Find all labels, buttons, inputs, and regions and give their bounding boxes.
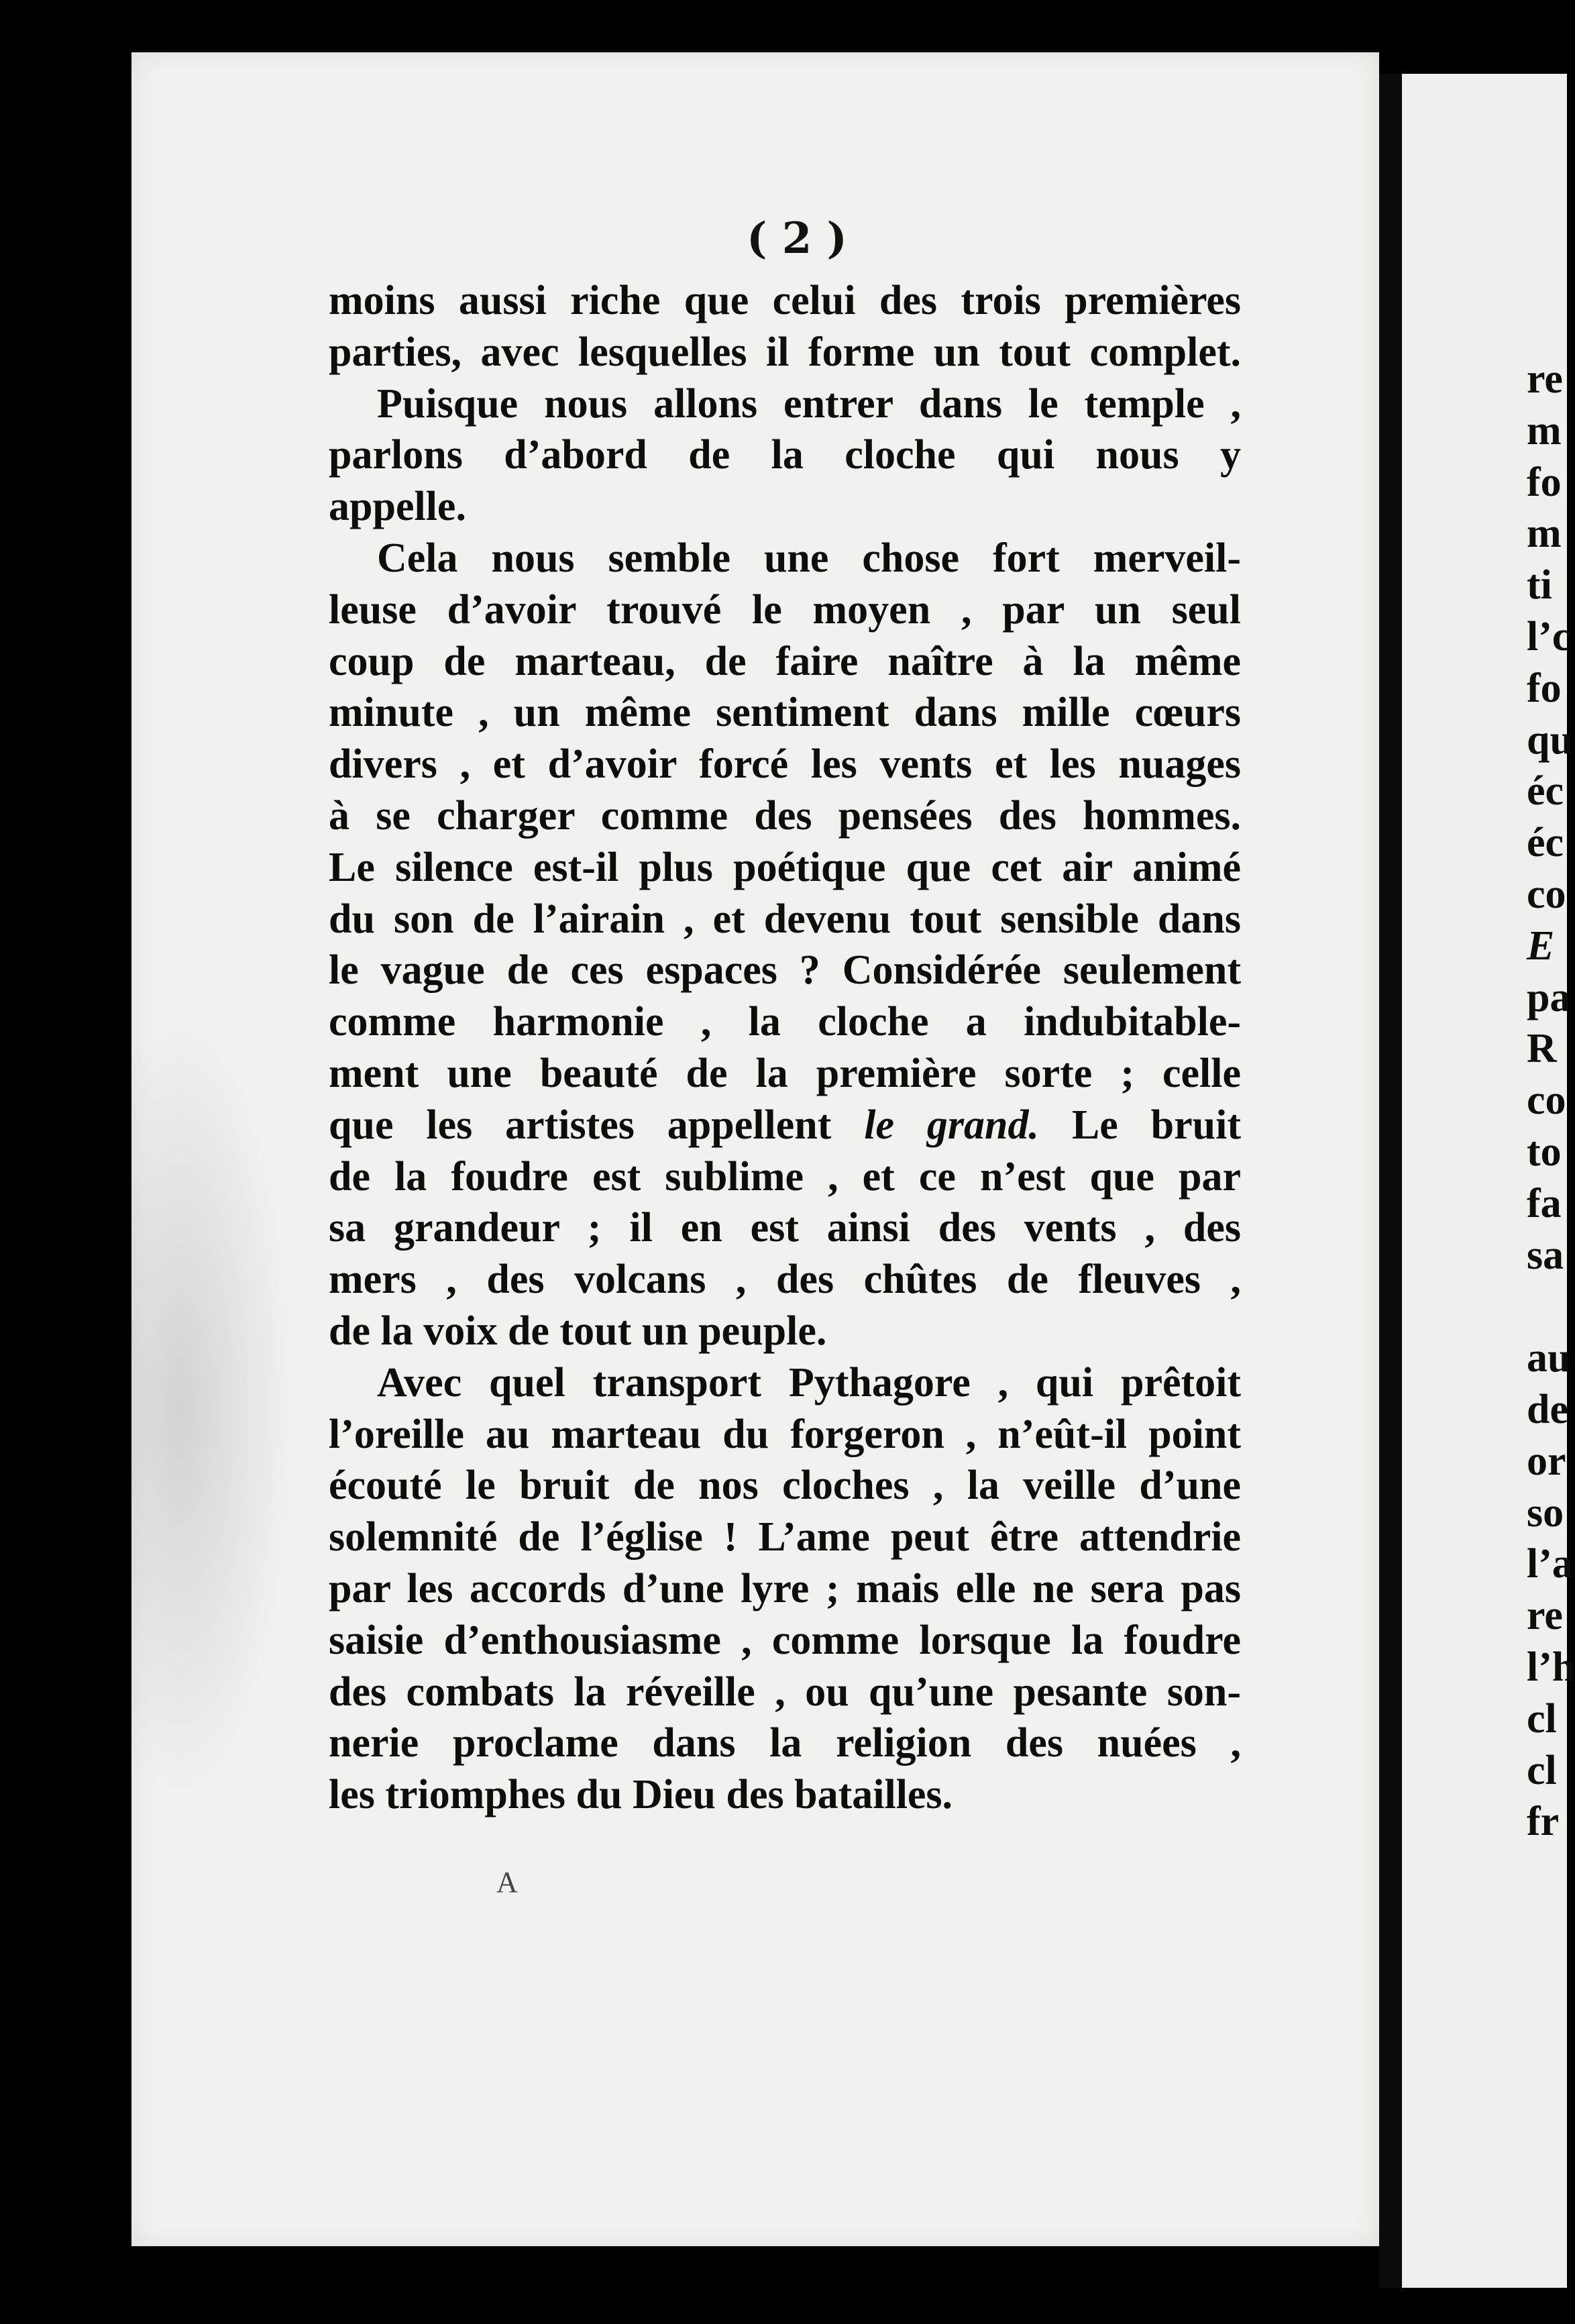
right-page-fragment: sa bbox=[1527, 1232, 1564, 1278]
page-stain bbox=[131, 1006, 292, 1811]
text-segment: que les artistes appellent bbox=[329, 1102, 865, 1148]
text-line: saisie d’enthousiasme , comme lorsque la foudre bbox=[329, 1617, 1241, 1663]
text-line: parlons d’abord de la cloche qui nous y bbox=[329, 432, 1241, 478]
right-page-fragment: éc bbox=[1527, 768, 1564, 814]
right-page-fragment: so bbox=[1527, 1489, 1564, 1536]
text-line: sa grandeur ; il en est ainsi des vents , des bbox=[329, 1205, 1241, 1251]
text-line: écouté le bruit de nos cloches , la veille d’une bbox=[329, 1463, 1241, 1509]
right-page-fragment: au bbox=[1527, 1335, 1571, 1381]
text-line: de la foudre est sublime , et ce n’est que par bbox=[329, 1153, 1241, 1200]
right-page-fragment: re bbox=[1527, 1593, 1563, 1639]
text-line: Puisque nous allons entrer dans le temple , bbox=[377, 380, 1241, 427]
text-line: coup de marteau, de faire naître à la même bbox=[329, 638, 1241, 684]
right-page-fragment: fo bbox=[1527, 665, 1562, 711]
right-page-fragment: l’h bbox=[1527, 1644, 1575, 1690]
right-page-fragment: cl bbox=[1527, 1695, 1557, 1742]
text-line: divers , et d’avoir forcé les vents et les nuages bbox=[329, 741, 1241, 788]
text-segment: Le bruit bbox=[1039, 1102, 1241, 1148]
body-text bbox=[329, 275, 1241, 1821]
page-number: ( 2 ) bbox=[747, 213, 847, 264]
text-line: Le silence est-il plus poétique que cet air animé bbox=[329, 844, 1241, 890]
text-line bbox=[329, 1100, 1241, 1151]
right-page-fragment: m bbox=[1527, 511, 1562, 557]
right-page-fragment: ti bbox=[1527, 562, 1552, 609]
text-line: minute , un même sentiment dans mille cœurs bbox=[329, 690, 1241, 736]
text-line: le vague de ces espaces ? Considérée seulement bbox=[329, 947, 1241, 994]
text-line: solemnité de l’église ! L’ame peut être attendrie bbox=[329, 1514, 1241, 1561]
text-line: Cela nous semble une chose fort merveil- bbox=[377, 535, 1241, 581]
text-line: nerie proclame dans la religion des nuées , bbox=[329, 1720, 1241, 1766]
text-line: Avec quel transport Pythagore , qui prêtoit bbox=[377, 1359, 1241, 1406]
text-line: des combats la réveille , ou qu’une pesante son- bbox=[329, 1669, 1241, 1715]
right-page-fragment: l’c bbox=[1527, 614, 1571, 659]
right-page-fragment: fo bbox=[1527, 459, 1562, 505]
text-line: l’oreille au marteau du forgeron , n’eût-il point bbox=[329, 1411, 1241, 1457]
italic-term: le grand. bbox=[864, 1102, 1039, 1148]
right-page-fragment: re bbox=[1527, 356, 1563, 402]
right-page-fragment: m bbox=[1527, 407, 1562, 454]
right-page-fragment: pa bbox=[1527, 974, 1571, 1020]
text-line: du son de l’airain , et devenu tout sensible dans bbox=[329, 896, 1241, 942]
right-page-fragment: de bbox=[1527, 1387, 1568, 1432]
text-line: leuse d’avoir trouvé le moyen , par un seul bbox=[329, 586, 1241, 633]
text-line: à se charger comme des pensées des hommes. bbox=[329, 792, 1241, 839]
right-page-fragment: or bbox=[1527, 1438, 1566, 1484]
text-line: appelle. bbox=[329, 484, 466, 530]
text-line: ment une beauté de la première sorte ; celle bbox=[329, 1050, 1241, 1096]
book-gutter bbox=[1379, 74, 1402, 2288]
text-line: moins aussi riche que celui des trois premières bbox=[329, 278, 1241, 323]
right-page-fragment: fr bbox=[1527, 1799, 1560, 1845]
text-line: parties, avec lesquelles il forme un tout complet. bbox=[329, 329, 1241, 375]
text-line: mers , des volcans , des chûtes de fleuves , bbox=[329, 1257, 1241, 1303]
right-page-fragment: co bbox=[1527, 1077, 1566, 1124]
right-page-fragment: fa bbox=[1527, 1180, 1562, 1226]
text-line: de la voix de tout un peuple. bbox=[329, 1308, 827, 1354]
right-page-fragment: l’a bbox=[1527, 1541, 1573, 1587]
right-page-fragment: E bbox=[1527, 922, 1555, 969]
right-page-fragment: éc bbox=[1527, 820, 1564, 866]
right-page-fragment: co bbox=[1527, 872, 1566, 917]
right-page-fragment: cl bbox=[1527, 1747, 1557, 1793]
text-line: par les accords d’une lyre ; mais elle ne sera pas bbox=[329, 1565, 1241, 1612]
signature-mark: A bbox=[496, 1866, 518, 1899]
text-line: comme harmonie , la cloche a indubitable- bbox=[329, 999, 1241, 1045]
right-page-fragment: qu bbox=[1527, 717, 1573, 763]
right-page-fragment: R bbox=[1527, 1026, 1557, 1072]
text-line: les triomphes du Dieu des batailles. bbox=[329, 1772, 953, 1818]
right-page-fragment: to bbox=[1527, 1129, 1562, 1175]
